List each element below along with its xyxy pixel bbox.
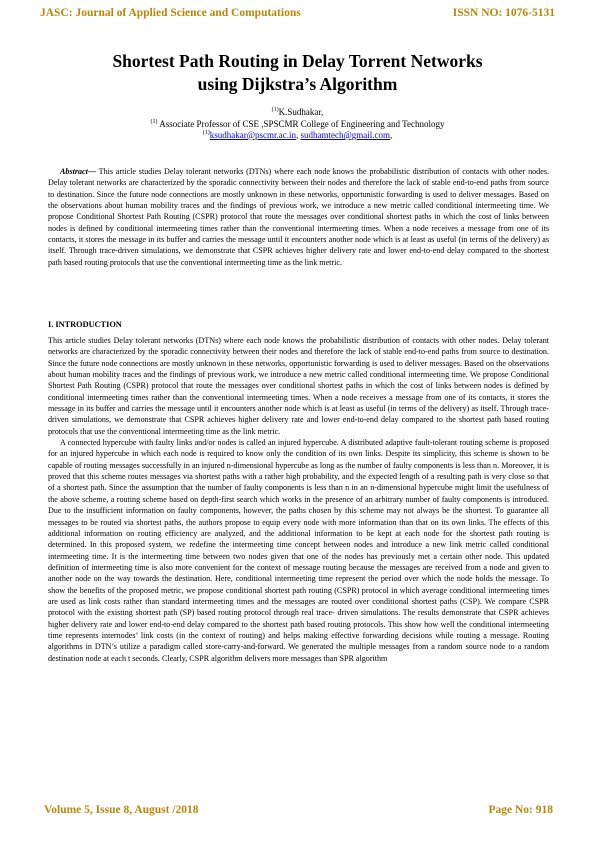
email-trailing: , [390, 130, 393, 140]
affiliation: Associate Professor of CSE ,SPSCMR College of Engineering and Technology [157, 118, 445, 129]
introduction-paragraph-2: A connected hypercube with faulty links and/or nodes is called an injured hypercube. A distributed adaptive fault-tolerant routing scheme is proposed for an injured hypercube in which each node is required to know only the condition of its own links. Despite its simplicity, this scheme is shown to be capable of routing messages successfully in an injured n-dimensional hypercube as long as the number of faulty components is less than n. Moreover, it is proved that this scheme routes messages via shortest paths with a rather high probability, and the expected length of a resulting path is very close so that of a shortest path. Since the assumption that the number of faulty components is less than n in an n-dimensional hypercube might limit the usefulness of the above scheme, a routing scheme based on depth-first search which works in the presence of an arbitrary number of faulty components is introduced. Due to the insufficient information on faulty components, however, the paths chosen by this scheme may not always be the shortest. To guarantee all messages to be routed via shortest paths, the authors propose to equip every node with more information than that on its own links. The effects of this additional information on routing efficiency are analyzed, and the additional information to be kept at each node for the shortest path routing is determined. In this proposed system, we redefine the intermeeting time concept between nodes and introduce a new link metric called conditional intermeeting time. It is the intermeeting time between two nodes given that one of the nodes has previously met a certain other node. This updated definition of intermeeting time is also more convenient for the context of message routing because the messages are received from a node and given to another node on the way towards the destination. Here, conditional intermeeting time represent the period over which the node holds the message. To show the benefits of the proposed metric, we propose conditional shortest path routing (CSPR) protocol in which average conditional intermeeting times are used as link costs rather than standard intermeeting times and the messages are routed over conditional shortest paths (CSP). We compare CSPR protocol with the existing shortest path (SP) based routing protocol through real trace- driven simulations. The results demonstrate that CSPR achieves higher delivery rate and lower end-to-end delay compared to the shortest path based routing protocols. This show how well the conditional intermeeting time represents internodes’ link costs (in the context of routing) and helps making effective forwarding decisions while routing a message. Routing algorithms in DTN’s utilize a paradigm called store-carry-and-forward. We generated the multiple messages from a random source node to a random destination node at each t seconds. Clearly, CSPR algorithm delivers more messages than SPR algorithm [48, 438, 549, 663]
email-superscript: (1) [202, 130, 210, 136]
email-separator: , [295, 130, 301, 140]
abstract [48, 166, 549, 268]
section-heading-introduction: I. INTRODUCTION [48, 320, 122, 329]
page-number: Page No: 918 [488, 804, 553, 816]
running-footer [44, 804, 553, 816]
introduction-body [48, 335, 549, 664]
title-line-2: using Dijkstra’s Algorithm [197, 74, 398, 94]
introduction-paragraph-1: This article studies Delay tolerant networks (DTNs) where each node knows the probabilistic distribution of contacts with other nodes. Delay tolerant networks are characterized by the sporadic connectivity between their nodes and therefore the lack of stable end-to-end paths from source to destination. Since the future node connections are mostly unknown in these networks, opportunistic forwarding is used to deliver messages. Based on the observations about human mobility traces and the findings of previous work, we introduce a new metric called conditional intermeeting time. We propose Conditional Shortest Path Routing (CSPR) protocol that route the messages over conditional shortest paths in which the cost of links between nodes is defined by conditional intermeeting times rather than the conventional intermeeting times. When a node receives a message from one of its contacts, it stores the message in its buffer and carries the message until it encounters another node which is at least as useful (in terms of the delivery) as itself. Through trace-driven simulations, we demonstrate that CSPR achieves higher delivery rate and lower end-to-end delay compared to the shortest path based routing protocols that use the conventional intermeeting time as the link metric. [48, 336, 549, 436]
paper-title [60, 50, 535, 96]
email-line [60, 130, 535, 142]
email-link-2[interactable]: sudhamtech@gmail.com [300, 130, 391, 140]
issn-number: ISSN NO: 1076-5131 [452, 7, 555, 19]
affiliation-line [60, 119, 535, 131]
journal-name: JASC: Journal of Applied Science and Computations [40, 7, 301, 19]
volume-info: Volume 5, Issue 8, August /2018 [44, 804, 199, 816]
running-header [40, 7, 555, 19]
author-superscript: (1) [271, 107, 279, 113]
abstract-label: Abstract— [60, 167, 96, 176]
title-line-1: Shortest Path Routing in Delay Torrent Networks [112, 51, 483, 71]
author-name: K.Sudhakar, [278, 107, 324, 117]
email-link-1[interactable]: ksudhakar@pscmr.ac.in [209, 130, 296, 140]
author-line [60, 107, 535, 119]
author-block [60, 107, 535, 142]
abstract-text: This article studies Delay tolerant networks (DTNs) where each node knows the probabilistic distribution of contacts with other nodes. Delay tolerant networks are characterized by the sporadic connectivity between their nodes and therefore the lack of stable end-to-end paths from source to destination. Since the future node connections are mostly unknown in these networks, opportunistic forwarding is used to deliver messages. Based on the observations about human mobility traces and the findings of previous work, we introduce a new metric called conditional intermeeting time. We propose Conditional Shortest Path Routing (CSPR) protocol that route the messages over conditional shortest paths in which the cost of links between nodes is defined by conditional intermeeting times rather than the conventional intermeeting times. When a node receives a message from one of its contacts, it stores the message in its buffer and carries the message until it encounters another node which is at least as useful (in terms of the delivery) as itself. Through trace-driven simulations, we demonstrate that CSPR achieves higher delivery rate and lower end-to-end delay compared to the shortest path based routing protocols that use the conventional intermeeting time as the link metric. [48, 167, 549, 267]
affiliation-superscript: (1) [150, 118, 158, 125]
